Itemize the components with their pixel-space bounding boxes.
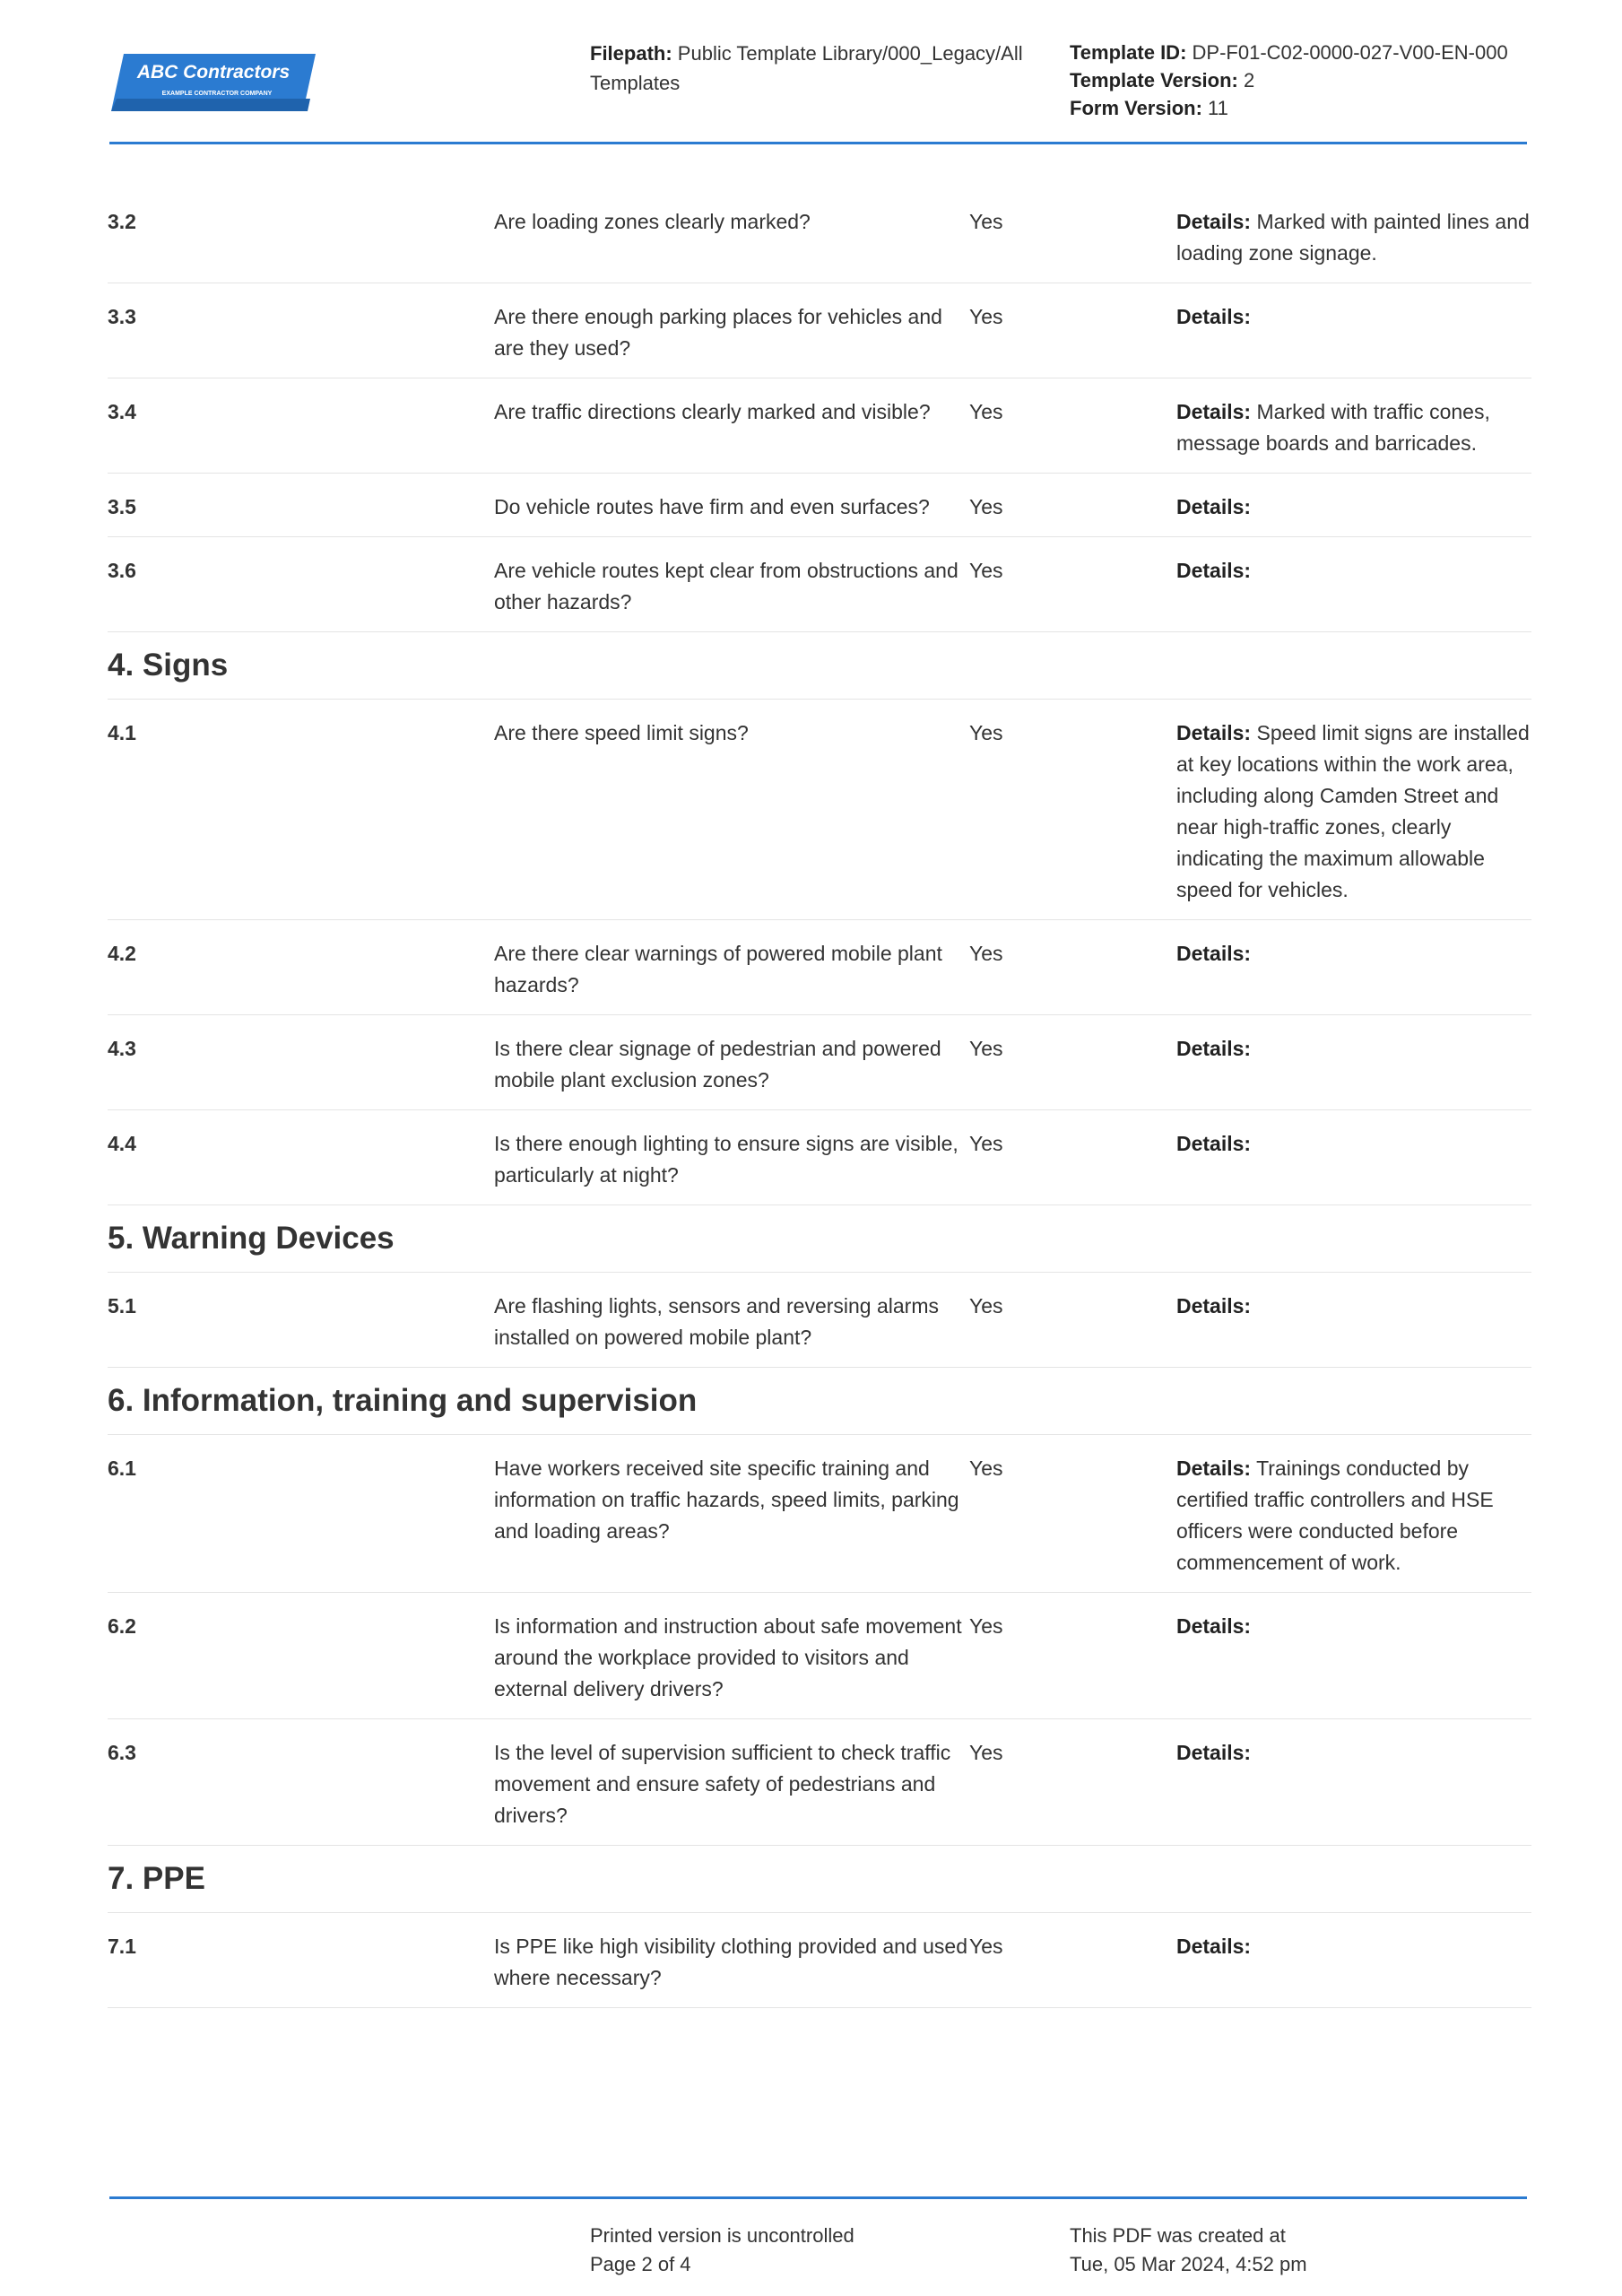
form-version-label: Form Version: [1070,97,1202,119]
answer-value: Yes [969,942,1003,965]
details-label: Details: [1176,721,1252,744]
question-row [108,920,1531,1015]
details-cell [1176,1128,1531,1191]
logo-tagline: EXAMPLE CONTRACTOR COMPANY [161,91,273,97]
question-number: 3.6 [108,559,136,582]
page-number: Page 2 of 4 [590,2253,691,2275]
question-row [108,474,1531,537]
section-title: 6. Information, training and supervision [108,1383,698,1418]
answer-value: Yes [969,210,1003,233]
template-info-block [1070,39,1536,122]
answer-value: Yes [969,1614,1003,1638]
details-label: Details: [1176,1294,1252,1318]
details-label: Details: [1176,1457,1252,1480]
question-row [108,378,1531,474]
question-text: Are flashing lights, sensors and reversing alarms installed on powered mobile plant? [494,1294,940,1349]
section-header [108,1846,1531,1913]
details-label: Details: [1176,495,1252,518]
question-text: Are loading zones clearly marked? [494,210,811,233]
question-row [108,1015,1531,1110]
question-number: 4.1 [108,721,136,744]
logo-name: ABC Contractors [136,62,291,83]
question-number: 3.5 [108,495,136,518]
details-label: Details: [1176,305,1252,328]
details-cell [1176,1737,1531,1831]
details-cell [1176,718,1531,906]
question-number: 6.1 [108,1457,136,1480]
details-label: Details: [1176,1614,1252,1638]
question-text: Do vehicle routes have firm and even surfaces? [494,495,930,518]
details-label: Details: [1176,1037,1252,1060]
details-text: Marked with painted lines and loading zone signage. [1176,210,1530,265]
template-id-value: DP-F01-C02-0000-027-V00-EN-000 [1192,41,1508,64]
question-row [108,188,1531,283]
question-row [108,1593,1531,1719]
footer-divider [109,2196,1527,2199]
question-text: Is there clear signage of pedestrian and powered mobile plant exclusion zones? [494,1037,941,1091]
header-divider [109,142,1527,144]
answer-value: Yes [969,400,1003,423]
question-text: Are vehicle routes kept clear from obstructions and other hazards? [494,559,958,613]
details-cell [1176,555,1531,618]
question-text: Are traffic directions clearly marked and visible? [494,400,931,423]
question-number: 6.2 [108,1614,136,1638]
question-number: 4.2 [108,942,136,965]
details-cell [1176,1931,1531,1994]
question-number: 5.1 [108,1294,136,1318]
answer-value: Yes [969,1037,1003,1060]
question-number: 3.4 [108,400,136,423]
details-cell [1176,1453,1531,1578]
section-title: 7. PPE [108,1861,205,1896]
details-cell [1176,1291,1531,1353]
answer-value: Yes [969,559,1003,582]
question-text: Are there enough parking places for vehicles and are they used? [494,305,942,360]
section-header [108,632,1531,700]
answer-value: Yes [969,1132,1003,1155]
footer-right [1070,2222,1307,2279]
question-row [108,700,1531,920]
inspection-table [108,188,1531,2008]
question-text: Have workers received site specific training and information on traffic hazards, speed limits, parking and loading areas? [494,1457,959,1543]
company-logo [111,54,316,111]
question-row [108,283,1531,378]
details-cell [1176,1611,1531,1705]
details-label: Details: [1176,942,1252,965]
uncontrolled-note: Printed version is uncontrolled [590,2224,854,2247]
question-text: Are there clear warnings of powered mobile plant hazards? [494,942,942,996]
filepath-label: Filepath: [590,42,672,65]
details-cell [1176,938,1531,1001]
details-label: Details: [1176,1935,1252,1958]
details-text: Speed limit signs are installed at key locations within the work area, including along Camden Street and near high-traffic zones, clearly indicating the maximum allowable speed for vehicles. [1176,721,1530,901]
details-label: Details: [1176,210,1252,233]
section-title: 5. Warning Devices [108,1221,395,1256]
details-cell [1176,301,1531,364]
question-row [108,1273,1531,1368]
question-number: 6.3 [108,1741,136,1764]
answer-value: Yes [969,305,1003,328]
question-text: Is there enough lighting to ensure signs are visible, particularly at night? [494,1132,958,1187]
template-version-value: 2 [1244,69,1255,91]
filepath-value-continued: Templates [590,72,681,94]
question-number: 7.1 [108,1935,136,1958]
details-cell [1176,206,1531,269]
details-cell [1176,1033,1531,1096]
details-cell [1176,396,1531,459]
details-label: Details: [1176,400,1252,423]
question-text: Is information and instruction about safe movement around the workplace provided to visitors and external delivery drivers? [494,1614,962,1700]
question-number: 3.3 [108,305,136,328]
answer-value: Yes [969,1457,1003,1480]
details-label: Details: [1176,559,1252,582]
created-value: Tue, 05 Mar 2024, 4:52 pm [1070,2253,1307,2275]
details-text: Trainings conducted by certified traffic controllers and HSE officers were conducted before commencement of work. [1176,1457,1494,1574]
answer-value: Yes [969,1741,1003,1764]
filepath-value: Public Template Library/000_Legacy/All [677,42,1023,65]
question-text: Is PPE like high visibility clothing provided and used where necessary? [494,1935,968,1989]
details-cell [1176,491,1531,523]
question-text: Are there speed limit signs? [494,721,749,744]
section-header [108,1205,1531,1273]
question-text: Is the level of supervision sufficient to check traffic movement and ensure safety of pedestrians and drivers? [494,1741,951,1827]
section-title: 4. Signs [108,648,229,683]
template-version-label: Template Version: [1070,69,1238,91]
details-label: Details: [1176,1132,1252,1155]
question-number: 3.2 [108,210,136,233]
answer-value: Yes [969,1294,1003,1318]
answer-value: Yes [969,495,1003,518]
details-text: Marked with traffic cones, message boards and barricades. [1176,400,1490,455]
answer-value: Yes [969,721,1003,744]
form-version-value: 11 [1208,97,1228,119]
page-header [0,0,1622,148]
details-label: Details: [1176,1741,1252,1764]
question-row [108,1913,1531,2008]
filepath-block [590,39,1056,98]
question-row [108,1719,1531,1846]
question-row [108,1435,1531,1593]
created-label: This PDF was created at [1070,2224,1286,2247]
answer-value: Yes [969,1935,1003,1958]
footer-left [590,2222,854,2279]
template-id-label: Template ID: [1070,41,1187,64]
question-row [108,537,1531,632]
section-header [108,1368,1531,1435]
question-row [108,1110,1531,1205]
question-number: 4.3 [108,1037,136,1060]
question-number: 4.4 [108,1132,136,1155]
